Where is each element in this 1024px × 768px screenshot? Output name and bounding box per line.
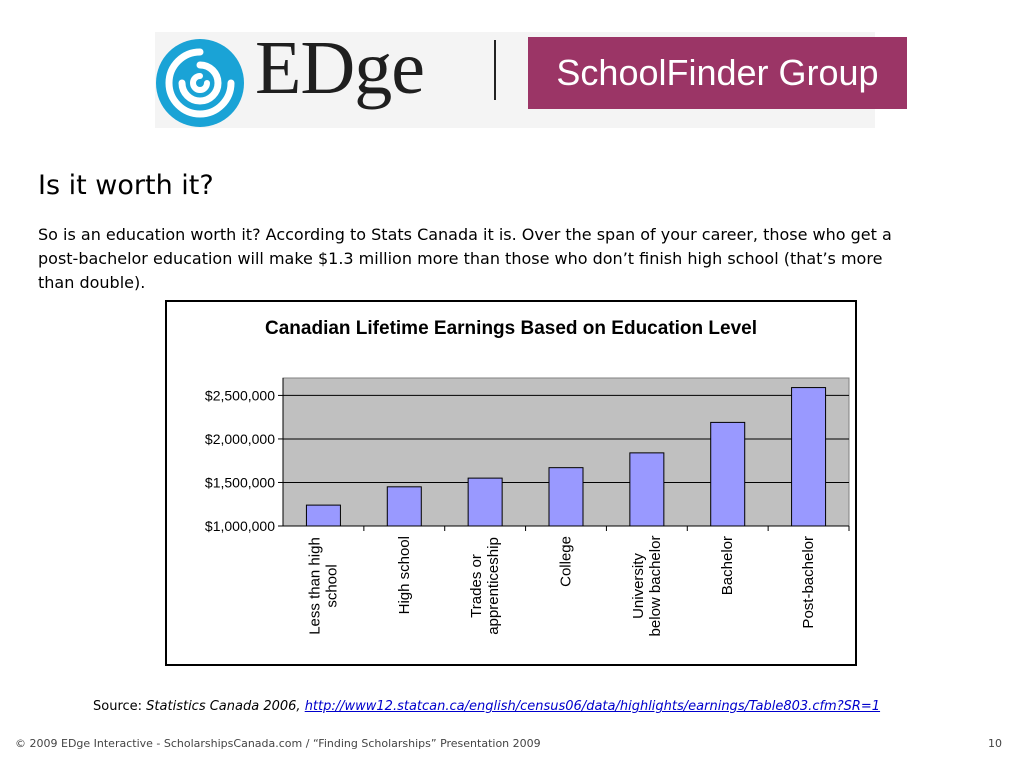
x-tick-label xyxy=(306,537,340,635)
source-prefix: Source: xyxy=(93,699,147,714)
x-tick-label xyxy=(719,536,736,595)
x-tick-label-line: High school xyxy=(395,536,413,615)
x-tick-label xyxy=(630,536,664,637)
source-link[interactable]: http://www12.statcan.ca/english/census06/data/highlights/earnings/Table803.cfm?SR=1 xyxy=(304,699,881,714)
x-tick-label-line: Post-bachelor xyxy=(800,536,818,629)
footer-copyright: © 2009 EDge Interactive - ScholarshipsCanada.com / “Finding Scholarships” Presentation 2009 xyxy=(15,737,541,750)
bar xyxy=(549,468,583,526)
x-tick-label-line: College xyxy=(557,536,575,587)
y-tick-label: $1,000,000 xyxy=(204,518,275,534)
brand-label-box: SchoolFinder Group xyxy=(528,37,907,109)
earnings-bar-chart xyxy=(165,300,857,666)
y-tick-label: $2,500,000 xyxy=(204,387,275,404)
y-tick-label: $2,000,000 xyxy=(204,430,275,447)
x-tick-label xyxy=(800,536,817,629)
x-tick-label-line: below bachelor xyxy=(646,535,664,637)
source-citation xyxy=(93,699,880,714)
y-tick-label: $1,500,000 xyxy=(204,474,275,491)
bar xyxy=(711,422,745,526)
source-publication: Statistics Canada 2006, xyxy=(146,699,301,714)
logo-wordmark: EDge xyxy=(255,26,425,110)
swirl-logo-icon xyxy=(155,38,245,128)
x-tick-label xyxy=(558,536,575,587)
slide-title: Is it worth it? xyxy=(38,170,214,201)
bar xyxy=(468,478,502,526)
x-tick-label-line: apprenticeship xyxy=(485,537,503,635)
bar xyxy=(630,453,664,526)
x-tick-label-line: University xyxy=(629,553,647,619)
logo-divider xyxy=(494,40,496,100)
slide-body-text: So is an education worth it? According to Stats Canada it is. Over the span of your career, those who get a post-bachelor education will make $1.3 million more than those who don’t finish high school (that’s more than double). xyxy=(38,225,892,292)
page-number: 10 xyxy=(988,737,1002,750)
x-tick-label-line: Less than high xyxy=(306,537,324,635)
bar xyxy=(306,505,340,526)
bar xyxy=(387,487,421,526)
bar xyxy=(792,388,826,526)
x-tick-label-line: Bachelor xyxy=(719,536,737,596)
x-tick-label xyxy=(468,537,502,635)
x-tick-label-line: school xyxy=(323,564,341,608)
chart-title: Canadian Lifetime Earnings Based on Education Level xyxy=(265,318,757,339)
x-tick-label-line: Trades or xyxy=(468,554,486,618)
x-tick-label xyxy=(396,536,413,614)
